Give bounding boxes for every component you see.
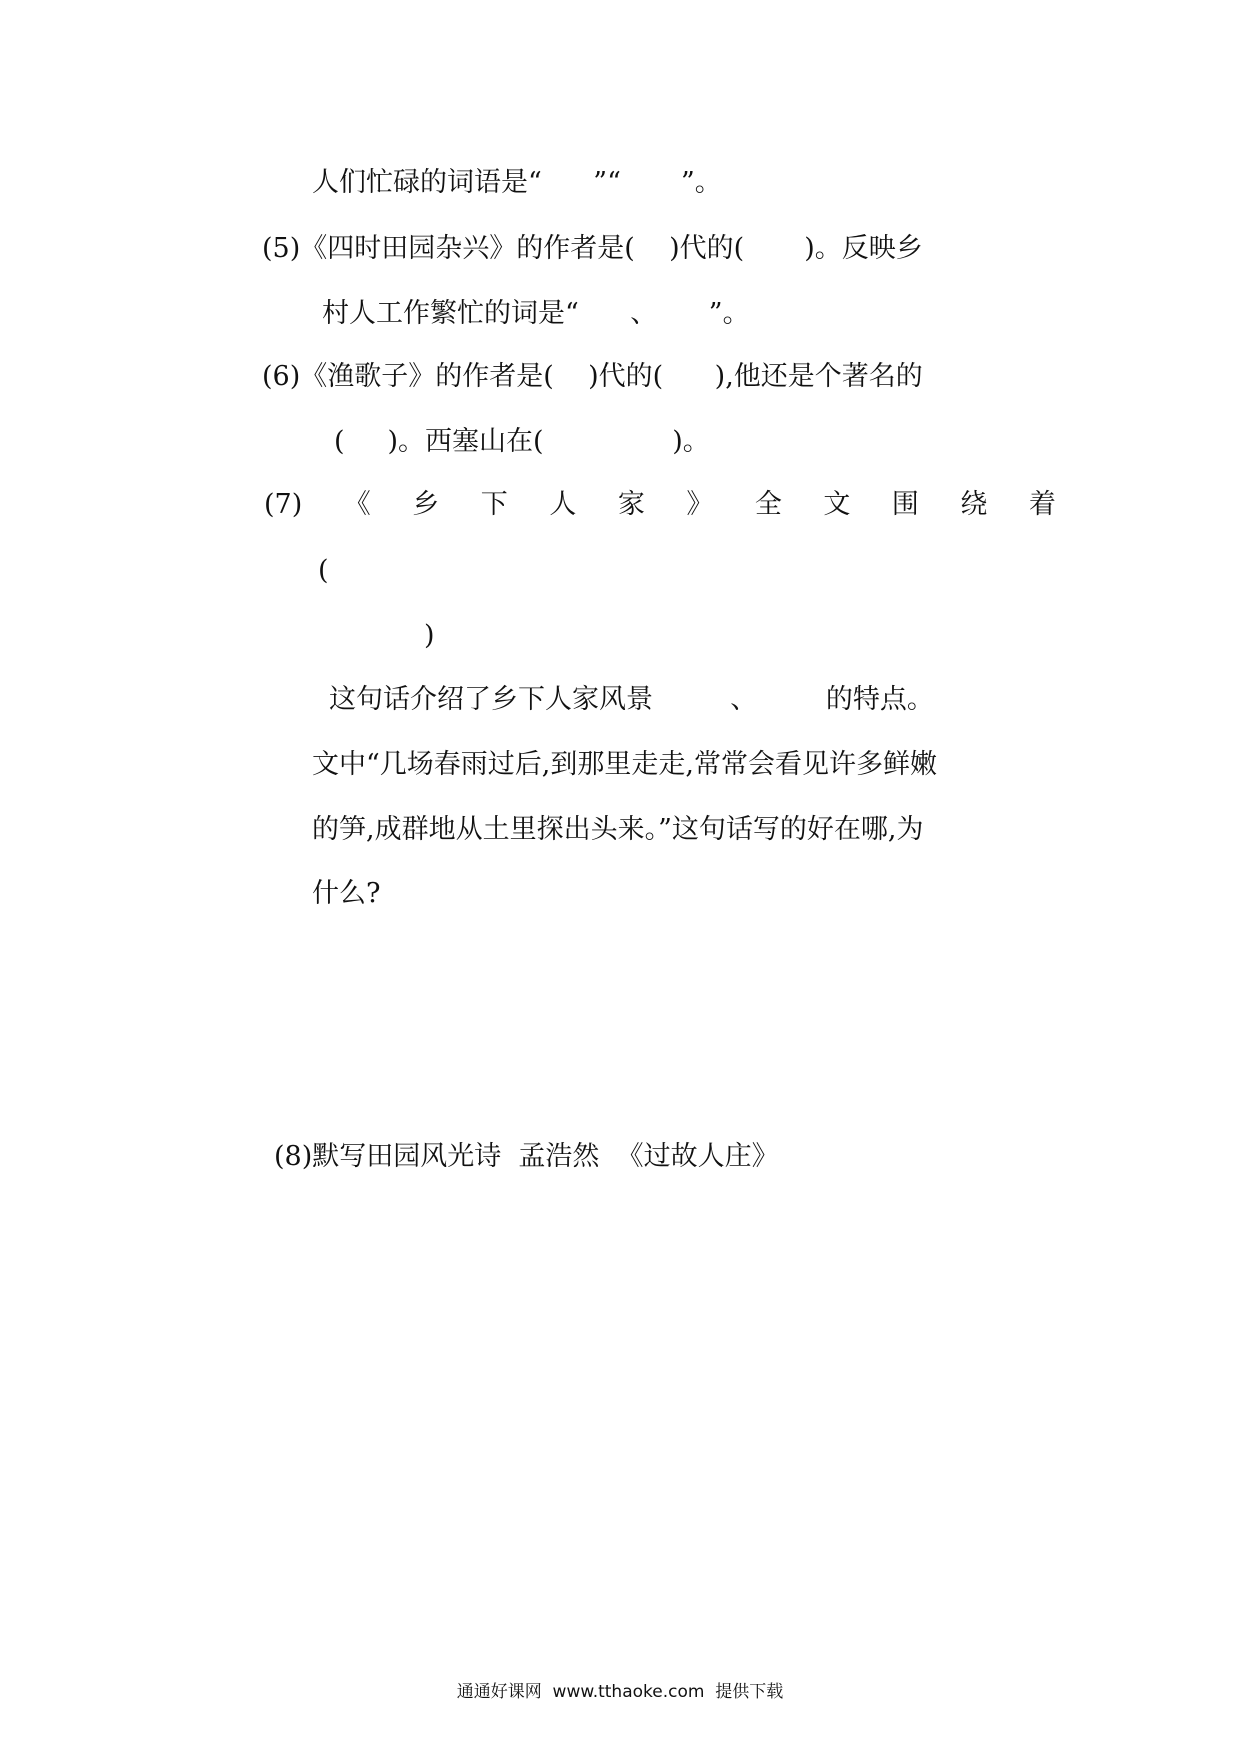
question-6-line-2: ( )。西塞山在( )。 — [334, 426, 710, 457]
question-5-line-1: (5)《四时田园杂兴》的作者是( )代的( )。反映乡 — [262, 233, 923, 264]
question-7-feature-line: 这句话介绍了乡下人家风景 、 的特点。 — [329, 684, 934, 715]
question-7-close-paren: ) — [424, 620, 435, 651]
question-7-char: 乡 — [412, 489, 440, 520]
question-7-char: 》 — [686, 489, 714, 520]
footer-credit: 通通好课网 www.tthaoke.com 提供下载 — [456, 1682, 784, 1702]
question-8: (8)默写田园风光诗 孟浩然 《过故人庄》 — [274, 1141, 779, 1172]
question-7-char: 人 — [549, 489, 577, 520]
question-7-char: (7) — [264, 489, 303, 520]
question-5-line-2: 村人工作繁忙的词是“ 、 ”。 — [322, 298, 750, 329]
question-7-char: 绕 — [960, 489, 988, 520]
question-7-char: 着 — [1028, 489, 1056, 520]
question-7-char: 下 — [480, 489, 508, 520]
question-7-char: 家 — [617, 489, 645, 520]
question-7-quote-line-3: 什么? — [312, 878, 381, 909]
question-7-char: 全 — [754, 489, 782, 520]
question-6-line-1: (6)《渔歌子》的作者是( )代的( ),他还是个著名的 — [262, 361, 923, 392]
question-7-char: 文 — [823, 489, 851, 520]
question-7-quote-line-2: 的笋,成群地从土里探出头来。”这句话写的好在哪,为 — [312, 814, 924, 845]
q4-continuation: 人们忙碌的词语是“ ”“ ”。 — [312, 167, 722, 198]
question-7-quote-line-1: 文中“几场春雨过后,到那里走走,常常会看见许多鲜嫩 — [312, 749, 937, 780]
question-7-char: 围 — [891, 489, 919, 520]
question-7-open-paren: ( — [318, 555, 329, 586]
question-7-char: 《 — [343, 489, 371, 520]
question-7-line-1 — [264, 485, 1056, 525]
